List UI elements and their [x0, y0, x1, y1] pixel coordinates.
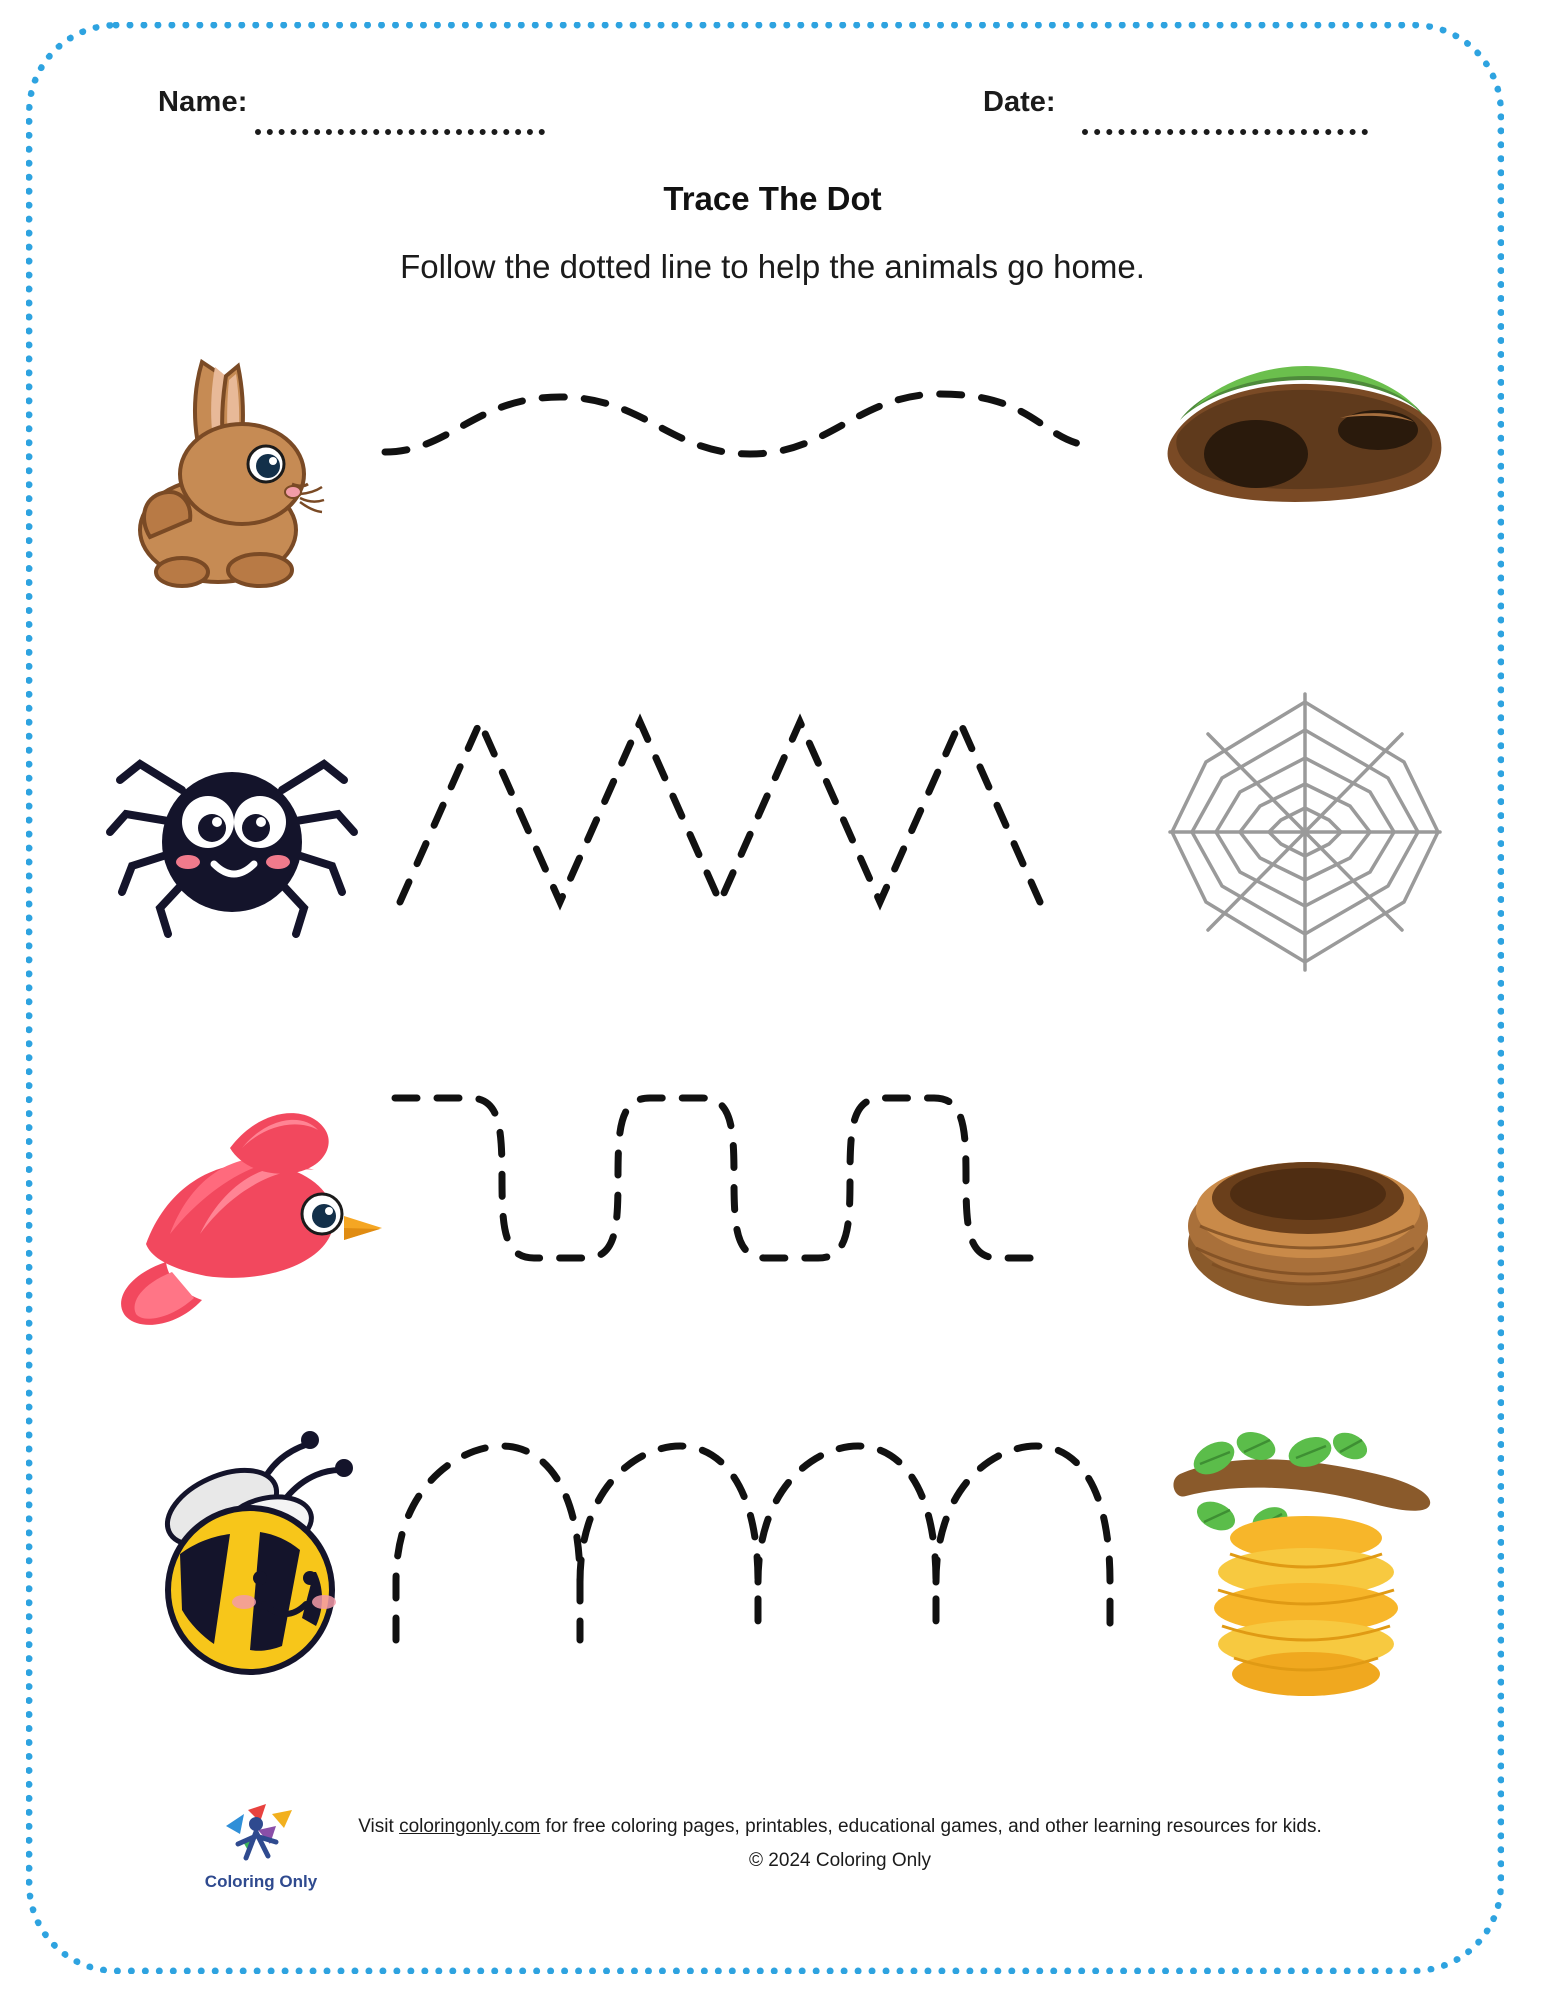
- activity-row: [90, 1048, 1460, 1348]
- activity-row: [90, 1412, 1460, 1712]
- page-subtitle: Follow the dotted line to help the animals go home.: [400, 248, 1145, 285]
- footer-visit-text: [340, 1816, 1340, 1838]
- trace-path-zigzag[interactable]: [380, 682, 1170, 982]
- worksheet-header: [0, 86, 1545, 146]
- trace-path-square-wave[interactable]: [380, 1048, 1170, 1348]
- coloringonly-link[interactable]: coloringonly.com: [399, 1816, 541, 1837]
- name-label: Name:: [158, 86, 248, 118]
- logo-text: Coloring Only: [204, 1872, 318, 1891]
- coloring-only-logo: [196, 1800, 326, 1904]
- bee-illustration: [110, 1412, 360, 1712]
- trace-path-wavy[interactable]: [380, 322, 1170, 622]
- page-title: Trace The Dot: [663, 180, 882, 217]
- activity-row: [90, 322, 1460, 622]
- date-input-line[interactable]: [1082, 129, 1368, 135]
- bird-nest-illustration: [1160, 1048, 1450, 1348]
- trace-path-arch[interactable]: [380, 1412, 1170, 1712]
- date-label: Date:: [983, 86, 1056, 118]
- footer-visit-suffix: for free coloring pages, printables, educational games, and other learning resources for kids.: [540, 1816, 1322, 1837]
- activity-row: [90, 682, 1460, 982]
- footer-copyright: © 2024 Coloring Only: [749, 1850, 931, 1871]
- bird-illustration: [110, 1048, 360, 1348]
- beehive-illustration: [1160, 1412, 1450, 1712]
- footer: [0, 1790, 1545, 1920]
- rabbit-illustration: [110, 322, 360, 622]
- spider-web-illustration: [1160, 682, 1450, 982]
- rabbit-burrow-illustration: [1160, 322, 1450, 622]
- spider-illustration: [110, 682, 360, 982]
- name-input-line[interactable]: [255, 129, 545, 135]
- footer-visit-prefix: Visit: [358, 1816, 400, 1837]
